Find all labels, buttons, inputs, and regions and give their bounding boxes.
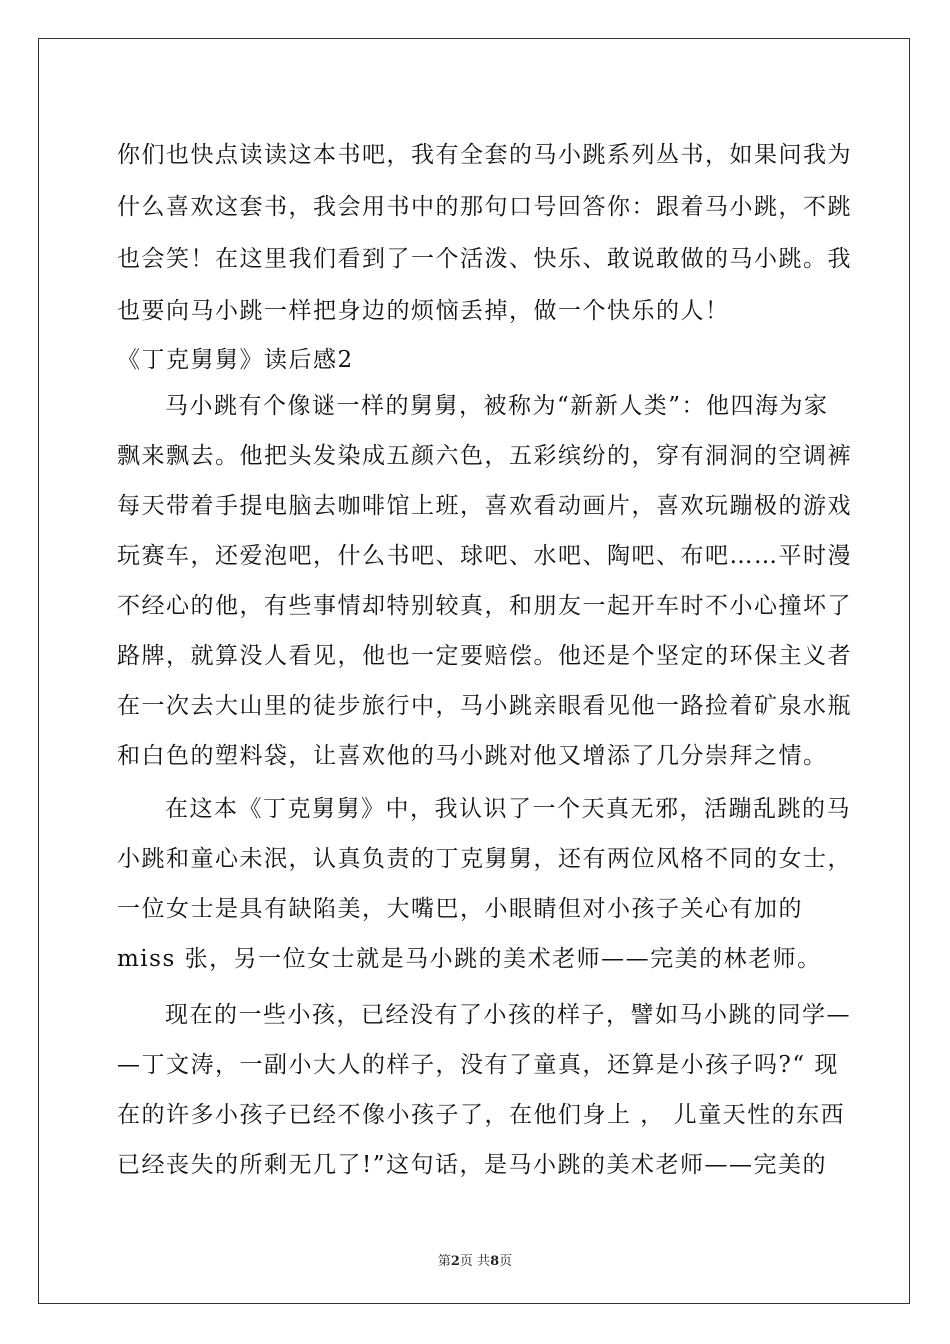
text-line: 路牌，就算没人看见，他也一定要赔偿。他还是个坚定的环保主义者 (117, 643, 852, 669)
text-line: 在一次去大山里的徒步旅行中，马小跳亲眼看见他一路捡着矿泉水瓶 (117, 693, 852, 719)
text-line: 不经心的他，有些事情却特别较真，和朋友一起开车时不小心撞坏了 (117, 593, 852, 619)
text-line: 在这本《丁克舅舅》中，我认识了一个天真无邪，活蹦乱跳的马 (165, 796, 851, 822)
text-line: 每天带着手提电脑去咖啡馆上班，喜欢看动画片，喜欢玩蹦极的游戏 (117, 493, 852, 519)
text-line: miss 张，另一位女士就是马小跳的美术老师——完美的林老师。 (117, 946, 822, 972)
page-current: 2 (450, 1254, 460, 1269)
text-line: 什么喜欢这套书，我会用书中的那句口号回答你：跟着马小跳，不跳 (117, 194, 852, 220)
text-line: 也会笑！在这里我们看到了一个活泼、快乐、敢说敢做的马小跳。我 (117, 246, 852, 272)
section-heading: 《丁克舅舅》读后感2 (117, 347, 354, 373)
text-line: 玩赛车，还爱泡吧，什么书吧、球吧、水吧、陶吧、布吧……平时漫 (117, 543, 852, 569)
text-line: —丁文涛，一副小大人的样子，没有了童真，还算是小孩子吗?“ 现 (117, 1052, 839, 1078)
text-line: 和白色的塑料袋，让喜欢他的马小跳对他又增添了几分崇拜之情。 (117, 743, 828, 769)
text-line: 一位女士是具有缺陷美，大嘴巴，小眼睛但对小孩子关心有加的 (117, 896, 803, 922)
page-total: 8 (490, 1254, 500, 1269)
text-line: 也要向马小跳一样把身边的烦恼丢掉，做一个快乐的人！ (117, 298, 730, 324)
text-line: 在的许多小孩子已经不像小孩子了，在他们身上 ， 儿童天性的东西 (117, 1102, 846, 1128)
text-line: 马小跳有个像谜一样的舅舅，被称为“新新人类”：他四海为家 (165, 393, 829, 419)
text-line: 小跳和童心未泯，认真负责的丁克舅舅，还有两位风格不同的女士， (117, 846, 852, 872)
page-footer (0, 1250, 950, 1269)
text-line: 你们也快点读读这本书吧，我有全套的马小跳系列丛书，如果问我为 (117, 142, 852, 168)
page-suffix: 页 (499, 1254, 513, 1269)
text-line: 已经丧失的所剩无几了!”这句话，是马小跳的美术老师——完美的 (117, 1152, 828, 1178)
page-mid: 页 共 (459, 1254, 491, 1269)
text-line: 飘来飘去。他把头发染成五颜六色，五彩缤纷的，穿有洞洞的空调裤 (117, 443, 852, 469)
page-prefix: 第 (437, 1254, 451, 1269)
text-line: 现在的一些小孩，已经没有了小孩的样子，譬如马小跳的同学— (165, 1002, 851, 1028)
